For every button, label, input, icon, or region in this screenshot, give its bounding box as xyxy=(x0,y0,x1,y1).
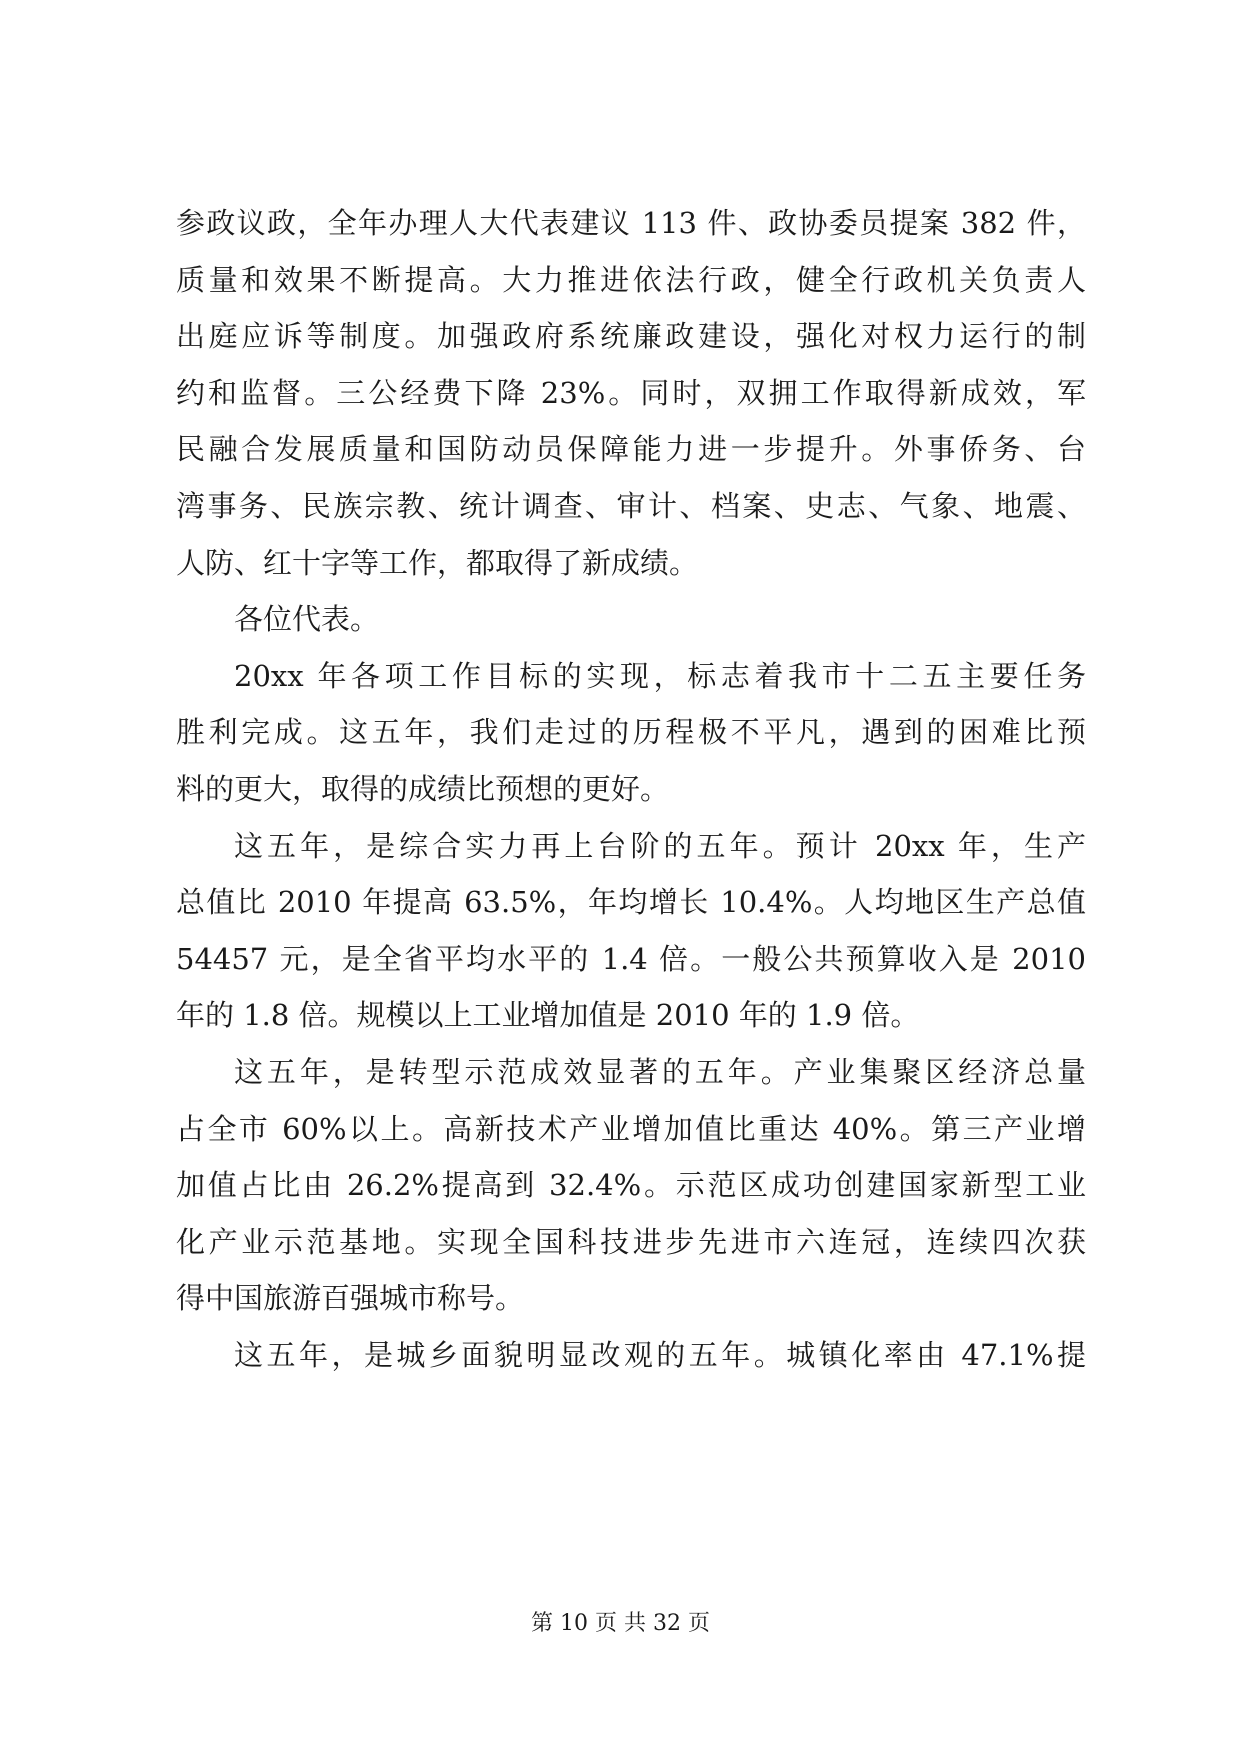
body-text xyxy=(176,195,1086,1383)
paragraph-start-line: 各位代表。 xyxy=(234,602,380,637)
text-line: 总值比 2010 年提高 63.5%，年均增长 10.4%。人均地区生产总值 xyxy=(176,885,1086,920)
text-line: 湾事务、民族宗教、统计调查、审计、档案、史志、气象、地震、 xyxy=(176,488,1086,523)
text-line: 加值占比由 26.2%提高到 32.4%。示范区成功创建国家新型工业 xyxy=(176,1168,1086,1203)
text-line: 出庭应诉等制度。加强政府系统廉政建设，强化对权力运行的制 xyxy=(176,319,1086,354)
text-line: 约和监督。三公经费下降 23%。同时，双拥工作取得新成效，军 xyxy=(176,375,1086,410)
text-line: 质量和效果不断提高。大力推进依法行政，健全行政机关负责人 xyxy=(176,262,1086,297)
paragraph-start-line: 这五年，是综合实力再上台阶的五年。预计 20xx 年，生产 xyxy=(234,828,1086,863)
text-line: 人防、红十字等工作，都取得了新成绩。 xyxy=(176,545,699,580)
text-line: 得中国旅游百强城市称号。 xyxy=(176,1281,525,1316)
paragraph-start-line: 这五年，是转型示范成效显著的五年。产业集聚区经济总量 xyxy=(234,1054,1086,1089)
text-line: 胜利完成。这五年，我们走过的历程极不平凡，遇到的困难比预 xyxy=(176,715,1086,750)
page-number: 第 10 页 共 32 页 xyxy=(531,1611,710,1636)
text-line: 占全市 60%以上。高新技术产业增加值比重达 40%。第三产业增 xyxy=(176,1111,1086,1146)
text-line: 民融合发展质量和国防动员保障能力进一步提升。外事侨务、台 xyxy=(176,432,1086,467)
text-line: 化产业示范基地。实现全国科技进步先进市六连冠，连续四次获 xyxy=(176,1224,1086,1259)
text-line: 料的更大，取得的成绩比预想的更好。 xyxy=(176,771,670,806)
paragraph-start-line: 20xx 年各项工作目标的实现，标志着我市十二五主要任务 xyxy=(234,658,1086,693)
text-line: 参政议政，全年办理人大代表建议 113 件、政协委员提案 382 件， xyxy=(176,206,1086,240)
paragraph-start-line: 这五年，是城乡面貌明显改观的五年。城镇化率由 47.1%提 xyxy=(234,1337,1086,1372)
text-line: 年的 1.8 倍。规模以上工业增加值是 2010 年的 1.9 倍。 xyxy=(176,998,920,1033)
text-line: 54457 元，是全省平均水平的 1.4 倍。一般公共预算收入是 2010 xyxy=(176,941,1086,976)
